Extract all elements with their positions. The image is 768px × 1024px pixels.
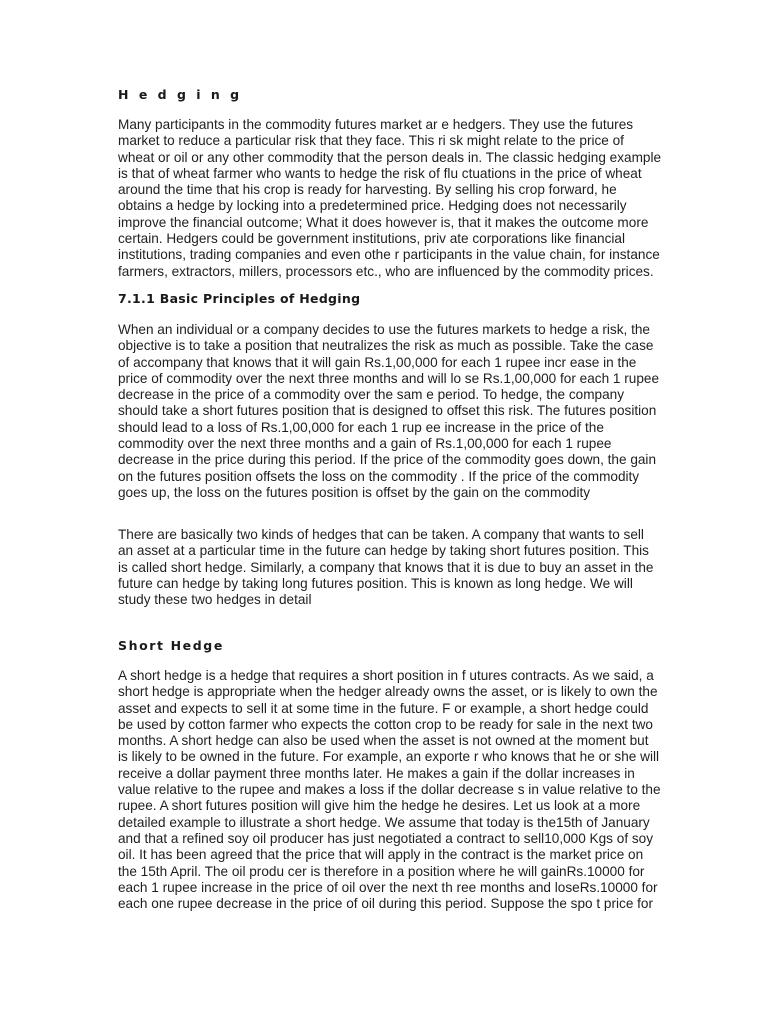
section-heading-short-hedge: Short Hedge xyxy=(118,638,224,653)
paragraph-line: A short hedge is a hedge that requires a short position in f utures contracts. As we said, a xyxy=(118,668,654,683)
paragraph-line: future can hedge by taking long futures position. This is known as long hedge. We will xyxy=(118,575,633,591)
paragraph-line: wheat or oil or any other commodity that the person deals in. The classic hedging example xyxy=(118,149,662,165)
paragraph-line: value relative to the rupee and makes a loss if the dollar decrease s in value relative to the xyxy=(118,782,661,798)
paragraph-intro xyxy=(118,117,662,280)
paragraph-line: decrease in the price of a commodity over the sam e period. To hedge, the company xyxy=(118,387,625,403)
paragraph-line: the 15th April. The oil produ cer is therefore in a position where he will gainRs.10000 for xyxy=(118,863,645,879)
paragraph-line: each 1 rupee increase in the price of oil over the next th ree months and loseRs.10000 for xyxy=(118,879,658,895)
paragraph-line: an asset at a particular time in the future can hedge by taking short futures position. This xyxy=(118,543,649,559)
paragraph-line: asset and expects to sell it at some time in the future. F or example, a short hedge could xyxy=(118,700,649,716)
paragraph-line: certain. Hedgers could be government institutions, priv ate corporations like financial xyxy=(118,231,626,247)
section-heading-hedging: H e d g i n g xyxy=(118,87,243,102)
paragraph-line: commodity over the next three months and a gain of Rs.1,00,000 for each 1 rupee xyxy=(118,436,612,452)
paragraph-line: When an individual or a company decides to use the futures markets to hedge a risk, the xyxy=(118,322,650,337)
paragraph-line: price of commodity over the next three months and will lo se Rs.1,00,000 for each 1 rupee xyxy=(118,370,660,386)
paragraph-line: detailed example to illustrate a short hedge. We assume that today is the15th of January xyxy=(118,814,650,830)
paragraph-principles xyxy=(118,322,658,501)
paragraph-line: goes up, the loss on the futures position is offset by the gain on the commodity xyxy=(118,484,591,500)
paragraph-line: each one rupee decrease in the price of oil during this period. Suppose the spo t price for xyxy=(118,896,654,912)
paragraph-line: is called short hedge. Similarly, a company that knows that it is due to buy an asset in the xyxy=(118,559,654,575)
paragraph-line: should lead to a loss of Rs.1,00,000 for each 1 rup ee increase in the price of the xyxy=(118,419,604,435)
paragraph-line: and that a refined soy oil producer has just negotiated a contract to sell10,000 Kgs of soy xyxy=(118,830,654,846)
paragraph-line: months. A short hedge can also be used when the asset is not owned at the moment but xyxy=(118,733,649,749)
paragraph-line: around the time that his crop is ready for harvesting. By selling his crop forward, he xyxy=(118,182,617,198)
paragraph-two-kinds xyxy=(118,527,658,608)
paragraph-line: market to reduce a particular risk that they face. This ri sk might relate to the price of xyxy=(118,133,624,149)
paragraph-line: be used by cotton farmer who expects the cotton crop to be ready for sale in the next two xyxy=(118,716,653,732)
paragraph-line: objective is to take a position that neutralizes the risk as much as possible. Take the case xyxy=(118,338,654,354)
paragraph-line: obtains a hedge by locking into a predetermined price. Hedging does not necessarily xyxy=(118,198,627,214)
paragraph-line: improve the financial outcome; What it does however is, that it makes the outcome more xyxy=(118,214,649,230)
paragraph-line: There are basically two kinds of hedges that can be taken. A company that wants to sell xyxy=(118,527,644,542)
paragraph-line: institutions, trading companies and even othe r participants in the value chain, for instance xyxy=(118,247,660,263)
paragraph-line: on the futures position offsets the loss on the commodity . If the price of the commodity xyxy=(118,468,640,484)
paragraph-line: should take a short futures position that is designed to offset this risk. The futures position xyxy=(118,403,657,419)
paragraph-line: of accompany that knows that it will gain Rs.1,00,000 for each 1 rupee incr ease in the xyxy=(118,354,637,370)
paragraph-short-hedge xyxy=(118,668,661,912)
paragraph-line: decrease in the price during this period. If the price of the commodity goes down, the gain xyxy=(118,452,657,468)
paragraph-line: short hedge is appropriate when the hedger already owns the asset, or is likely to own the xyxy=(118,684,658,700)
paragraph-line: rupee. A short futures position will give him the hedge he desires. Let us look at a more xyxy=(118,798,641,814)
paragraph-line: receive a dollar payment three months later. He makes a gain if the dollar increases in xyxy=(118,765,635,781)
paragraph-line: farmers, extractors, millers, processors etc., who are influenced by the commodity prices. xyxy=(118,263,654,279)
paragraph-line: oil. It has been agreed that the price that will apply in the contract is the market price on xyxy=(118,847,644,863)
paragraph-line: study these two hedges in detail xyxy=(118,592,312,608)
section-heading-basic-principles: 7.1.1 Basic Principles of Hedging xyxy=(118,291,361,306)
paragraph-line: is likely to be owned in the future. For example, an exporte r who knows that he or she will xyxy=(118,749,660,765)
paragraph-line: Many participants in the commodity futures market ar e hedgers. They use the futures xyxy=(118,117,634,132)
paragraph-line: is that of wheat farmer who wants to hedge the risk of flu ctuations in the price of wheat xyxy=(118,165,642,181)
